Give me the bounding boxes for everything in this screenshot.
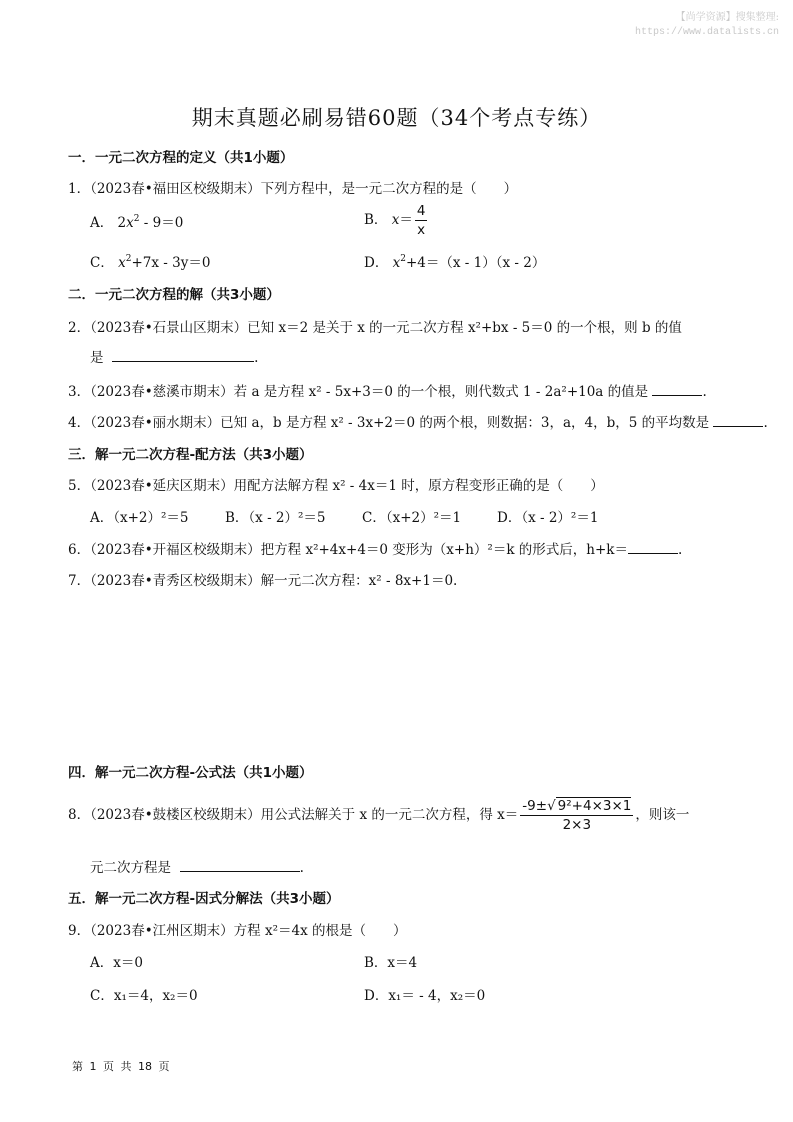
section-heading-4: 四．解一元二次方程-公式法（共1小题） [68,765,313,781]
answer-blank[interactable] [628,541,678,554]
question-4: 4．（2023春•丽水期末）已知 a，b 是方程 x² - 3x+2＝0 的两个根，则数据：3，a，4，b，5 的平均数是 . [68,415,768,431]
q9-option-c[interactable]: C．x₁＝4，x₂＝0 [90,988,198,1004]
answer-blank[interactable] [112,349,254,362]
quadratic-formula-fraction: $\frac{\text{-9±√ 9²+4×3×1}}{2\times 3}$ [522,798,632,833]
q1-option-a[interactable]: A． $2x^2 - 9=0$ [90,214,184,231]
q5-option-b[interactable]: B．（x - 2）²＝5 [225,510,326,526]
q5-option-c[interactable]: C．（x+2）²＝1 [362,510,462,526]
q9-option-b[interactable]: B．x＝4 [364,955,418,971]
answer-blank[interactable] [652,383,702,396]
question-2: 2．（2023春•石景山区期末）已知 x＝2 是关于 x 的一元二次方程 x²+bx - 5＝0 的一个根，则 b 的值 [68,320,682,336]
question-9: 9．（2023春•江州区期末）方程 x²＝4x 的根是（ ） [68,923,407,939]
fraction: $\frac{4}{x}$ [416,203,426,238]
section-heading-3: 三．解一元二次方程-配方法（共3小题） [68,447,313,463]
question-6: 6．（2023春•开福区校级期末）把方程 x²+4x+4＝0 变形为（x+h）²＝k 的形式后，h+k＝ . [68,542,683,558]
page-footer: 第 1 页 共 18 页 [72,1060,170,1073]
section-heading-2: 二．一元二次方程的解（共3小题） [68,287,280,303]
answer-blank[interactable] [180,859,300,872]
q1-option-c[interactable]: C． $x^2+7x - 3y=0$ [90,254,211,271]
watermark-line2: https://www.datalists.cn [634,27,779,38]
question-1: 1．（2023春•福田区校级期末）下列方程中，是一元二次方程的是（ ） [68,181,518,197]
q5-option-a[interactable]: A．（x+2）²＝5 [90,510,189,526]
q5-option-d[interactable]: D．（x - 2）²＝1 [497,510,599,526]
q1-option-d[interactable]: D． $x^2+4=(x - 1)(x - 2)$ [364,254,546,271]
question-8-cont: 元二次方程是 . [90,860,304,876]
question-3: 3．（2023春•慈溪市期末）若 a 是方程 x² - 5x+3＝0 的一个根，则代数式 1 - 2a²+10a 的值是 . [68,384,707,400]
section-heading-5: 五．解一元二次方程-因式分解法（共3小题） [68,891,340,907]
watermark [635,10,779,40]
question-8: 8．（2023春•鼓楼区校级期末）用公式法解关于 x 的一元二次方程，得 x＝ $\frac{\text{-9±√ 9²+4×3×1}}{2\times 3}$ ，则该一 [68,798,690,833]
q9-option-a[interactable]: A．x＝0 [90,955,143,971]
section-heading-1: 一．一元二次方程的定义（共1小题） [68,150,294,166]
question-7: 7．（2023春•青秀区校级期末）解一元二次方程：x² - 8x+1＝0. [68,573,458,589]
q9-option-d[interactable]: D．x₁＝ - 4，x₂＝0 [364,988,486,1004]
watermark-line1: 【尚学资源】搜集整理: [675,12,779,23]
question-5: 5．（2023春•延庆区期末）用配方法解方程 x² - 4x＝1 时，原方程变形正确的是（ ） [68,478,604,494]
answer-blank[interactable] [713,414,763,427]
question-2-cont: 是 . [90,350,259,366]
q1-option-b[interactable]: B． x＝ $\frac{4}{x}$ [364,203,426,238]
page-title: 期末真题必刷易错60题（34个考点专练） [191,106,602,130]
